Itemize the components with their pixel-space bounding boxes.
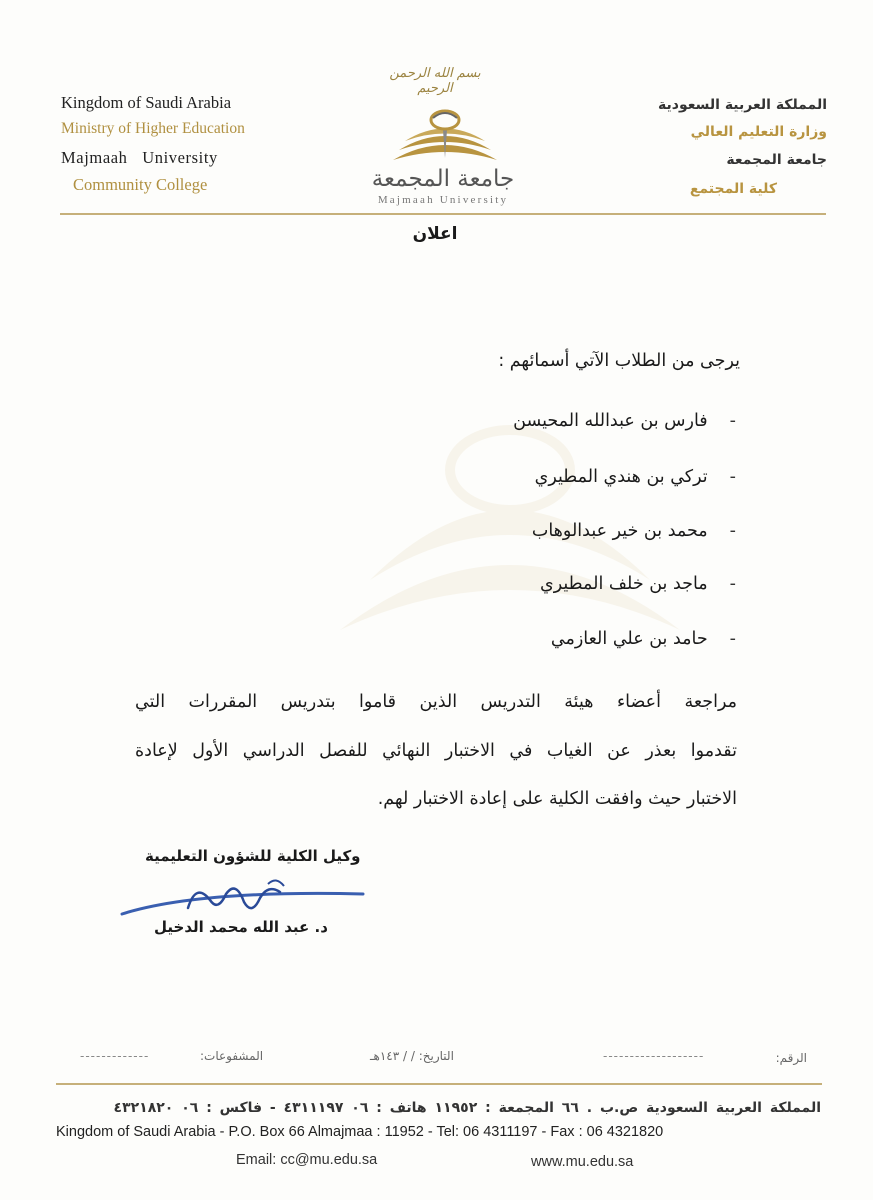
reference-attachments-blank: -------------	[80, 1049, 150, 1063]
reference-date-label: التاريخ: / / ١٤٣هـ	[370, 1049, 454, 1063]
announcement-paragraph-line: تقدموا بعذر عن الغياب في الاختبار النهائي للفصل الدراسي الأول لإعادة	[135, 741, 737, 761]
signatory-name: د. عبد الله محمد الدخيل	[154, 918, 328, 936]
list-bullet: -	[729, 574, 736, 594]
footer-website[interactable]: www.mu.edu.sa	[531, 1154, 634, 1170]
header-ar-university: جامعة المجمعة	[726, 152, 827, 168]
announcement-title: اعلان	[412, 224, 458, 244]
footer-email[interactable]: Email: cc@mu.edu.sa	[236, 1152, 378, 1168]
header-ar-kingdom: المملكة العربية السعودية	[658, 97, 827, 113]
list-bullet: -	[729, 467, 736, 487]
announcement-intro: يرجى من الطلاب الآتي أسمائهم :	[498, 351, 740, 371]
student-list-item	[513, 411, 736, 431]
student-name: تركي بن هندي المطيري	[534, 467, 708, 487]
reference-attachments-label: المشفوعات:	[200, 1049, 264, 1063]
reference-number-blank: -------------------	[603, 1049, 705, 1063]
student-list-item	[532, 521, 736, 541]
header-divider	[60, 213, 826, 215]
university-logo-icon	[385, 108, 505, 168]
list-bullet: -	[729, 629, 736, 649]
footer-address-en: Kingdom of Saudi Arabia - P.O. Box 66 Almajmaa : 11952 - Tel: 06 4311197 - Fax : 06 4321820	[56, 1124, 664, 1140]
announcement-paragraph-line: الاختبار حيث وافقت الكلية على إعادة الاختبار لهم.	[377, 789, 737, 809]
footer-address-ar: المملكة العربية السعودية ص.ب . ٦٦ المجمعة : ١١٩٥٢ هاتف : ٠٦ ٤٣١١١٩٧ - فاكس : ٠٦ ٤٣٢١٨٢٠	[113, 1100, 821, 1116]
reference-number-label: الرقم:	[775, 1051, 807, 1065]
header-en-kingdom: Kingdom of Saudi Arabia	[61, 93, 232, 112]
header-ar-college: كلية المجتمع	[689, 181, 777, 197]
basmala-calligraphy: بسم الله الرحمن الرحيم	[389, 66, 481, 96]
header-en-college: Community College	[73, 175, 208, 194]
header-en-ministry: Ministry of Higher Education	[61, 120, 245, 137]
student-name: محمد بن خير عبدالوهاب	[531, 521, 708, 541]
list-bullet: -	[729, 411, 736, 431]
student-name: فارس بن عبدالله المحيسن	[513, 411, 708, 431]
handwritten-signature	[118, 872, 368, 922]
student-list-item	[535, 467, 736, 487]
university-name-ar: جامعة المجمعة	[371, 166, 515, 192]
student-name: ماجد بن خلف المطيري	[540, 574, 708, 594]
signatory-title: وكيل الكلية للشؤون التعليمية	[145, 847, 361, 865]
header-ar-ministry: وزارة التعليم العالي	[690, 124, 827, 140]
list-bullet: -	[729, 521, 736, 541]
student-list-item	[551, 629, 736, 649]
university-name-en: Majmaah University	[377, 194, 509, 206]
student-name: حامد بن علي العازمي	[550, 629, 708, 649]
student-list-item	[540, 574, 736, 594]
announcement-paragraph-line: مراجعة أعضاء هيئة التدريس الذين قاموا بتدريس المقررات التي	[135, 692, 737, 712]
footer-divider	[56, 1083, 822, 1085]
header-en-university: Majmaah University	[61, 148, 218, 167]
